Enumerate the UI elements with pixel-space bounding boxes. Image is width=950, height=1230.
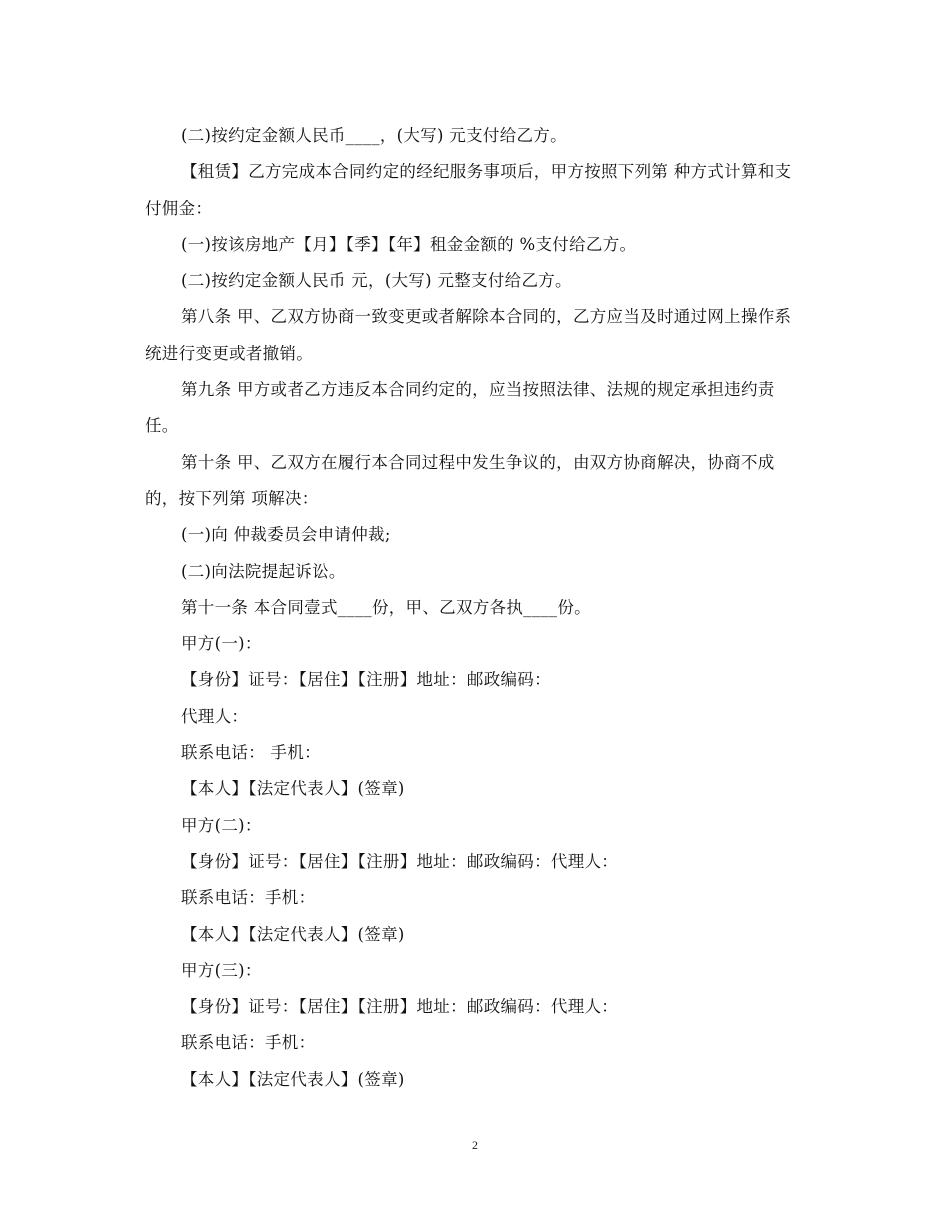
paragraph-lease-commission: 【租赁】乙方完成本合同约定的经纪服务事项后，甲方按照下列第 种方式计算和支付佣金： — [145, 162, 792, 218]
party-a2-heading: 甲方(二)： — [181, 815, 262, 835]
party-a3-id-address: 【身份】证号：【居住】【注册】地址：邮政编码：代理人： — [181, 997, 619, 1017]
party-a1-phone: 联系电话： 手机： — [181, 743, 321, 763]
party-a3-heading: 甲方(三)： — [181, 960, 262, 980]
party-a3-phone: 联系电话：手机： — [181, 1033, 316, 1053]
paragraph-article-11: 第十一条 本合同壹式____份，甲、乙双方各执____份。 — [181, 597, 591, 617]
paragraph-litigation: (二)向法院提起诉讼。 — [181, 561, 346, 581]
party-a2-id-address: 【身份】证号：【居住】【注册】地址：邮政编码：代理人： — [181, 851, 619, 871]
paragraph-article-9: 第九条 甲方或者乙方违反本合同约定的，应当按照法律、法规的规定承担违约责任。 — [145, 380, 775, 436]
paragraph-article-10: 第十条 甲、乙双方在履行本合同过程中发生争议的，由双方协商解决，协商不成的，按下列第 项解决： — [145, 452, 775, 508]
document-body — [145, 118, 805, 1098]
page-number: 2 — [472, 1138, 478, 1152]
party-a1-agent: 代理人： — [181, 706, 249, 726]
party-a2-phone: 联系电话：手机： — [181, 888, 316, 908]
paragraph-fixed-amount-payment: (二)按约定金额人民币____，(大写) 元支付给乙方。 — [181, 126, 567, 145]
paragraph-article-8: 第八条 甲、乙双方协商一致变更或者解除本合同的，乙方应当及时通过网上操作系统进行变更或者撤销。 — [145, 307, 792, 363]
party-a1-heading: 甲方(一)： — [181, 634, 262, 654]
party-a3-signature: 【本人】【法定代表人】(签章) — [181, 1069, 405, 1089]
paragraph-fixed-amount-lease: (二)按约定金额人民币 元，(大写) 元整支付给乙方。 — [181, 271, 572, 291]
party-a1-id-address: 【身份】证号：【居住】【注册】地址：邮政编码： — [181, 670, 551, 690]
paragraph-arbitration: (一)向 仲裁委员会申请仲裁; — [181, 525, 391, 545]
party-a1-signature: 【本人】【法定代表人】(签章) — [181, 779, 405, 799]
party-a2-signature: 【本人】【法定代表人】(签章) — [181, 924, 405, 944]
paragraph-rent-percentage: (一)按该房地产【月】【季】【年】租金金额的 %支付给乙方。 — [181, 234, 637, 254]
